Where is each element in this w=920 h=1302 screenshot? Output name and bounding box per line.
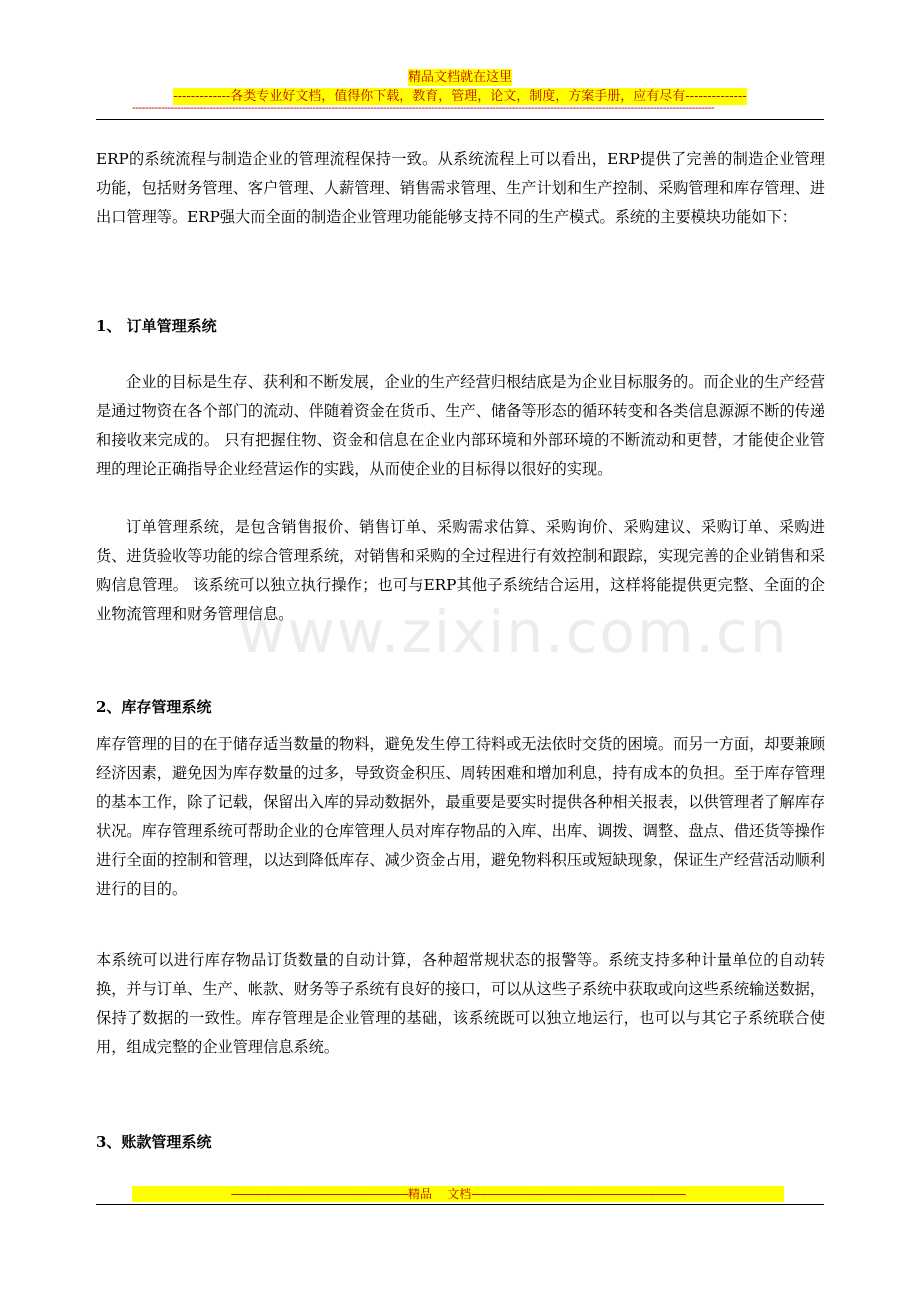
section3-heading: 3、账款管理系统 (96, 1133, 212, 1151)
footer-right-dashes: ---------------------------------------------------------------------- (471, 1187, 686, 1201)
section1-paragraph-1: 企业的目标是生存、获利和不断发展，企业的生产经营归根结底是为企业目标服务的。而企业的生产经营是通过物资在各个部门的流动、伴随着资金在货币、生产、储备等形态的循环转变和各类信息源源不断的传递和接收来完成的。 只有把握住物、资金和信息在企业内部环境和外部环境的不断流动和更替，才能使企业管理的理论正确指导企业经营运作的实践，从而使企业的目标得以很好的实现。 (96, 373, 825, 478)
header-rule (96, 119, 824, 120)
header-dashline: ------------------------------------------------------------------------------------------------------------------------------------------------------------------------------------- (132, 101, 715, 114)
footer-banner (132, 1186, 784, 1202)
header-tagline: -------------各类专业好文档，值得你下载，教育，管理，论文，制度，方案手册，应有尽有-------------- (173, 89, 747, 104)
footer-label: 精品 文档 (408, 1187, 472, 1201)
section1-paragraph-2: 订单管理系统，是包含销售报价、销售订单、采购需求估算、采购询价、采购建议、采购订单、采购进货、进货验收等功能的综合管理系统，对销售和采购的全过程进行有效控制和跟踪，实现完善的企业销售和采购信息管理。 该系统可以独立执行操作；也可与ERP其他子系统结合运用，这样将能提供更完整、全面的企业物流管理和财务管理信息。 (96, 518, 825, 623)
section2-paragraph-2: 本系统可以进行库存物品订货数量的自动计算，各种超常规状态的报警等。系统支持多种计量单位的自动转换，并与订单、生产、帐款、财务等子系统有良好的接口，可以从这些子系统中获取或向这些系统输送数据，保持了数据的一致性。库存管理是企业管理的基础，该系统既可以独立地运行，也可以与其它子系统联合使用，组成完整的企业管理信息系统。 (96, 951, 825, 1056)
footer-rule (96, 1204, 824, 1205)
intro-paragraph: ERP的系统流程与制造企业的管理流程保持一致。从系统流程上可以看出，ERP提供了完善的制造企业管理功能，包括财务管理、客户管理、人薪管理、销售需求管理、生产计划和生产控制、采购管理和库存管理、进出口管理等。ERP强大而全面的制造企业管理功能能够支持不同的生产模式。系统的主要模块功能如下： (96, 150, 825, 226)
section2-heading: 2、库存管理系统 (96, 698, 212, 716)
section2-paragraph-1: 库存管理的目的在于储存适当数量的物料，避免发生停工待料或无法依时交货的困境。而另一方面，却要兼顾经济因素，避免因为库存数量的过多，导致资金积压、周转困难和增加利息，持有成本的负担。至于库存管理的基本工作，除了记载，保留出入库的异动数据外，最重要是要实时提供各种相关报表，以供管理者了解库存状况。库存管理系统可帮助企业的仓库管理人员对库存物品的入库、出库、调拨、调整、盘点、借还货等操作进行全面的控制和管理，以达到降低库存、减少资金占用，避免物料积压或短缺现象，保证生产经营活动顺利进行的目的。 (96, 735, 825, 898)
section1-heading: 1、 订单管理系统 (96, 317, 217, 335)
header-banner (0, 66, 920, 86)
watermark: www.zixin.com.cn (238, 598, 789, 666)
footer-left-dashes: ---------------------------------------------------------- (230, 1187, 409, 1201)
header-title: 精品文档就在这里 (407, 70, 512, 85)
